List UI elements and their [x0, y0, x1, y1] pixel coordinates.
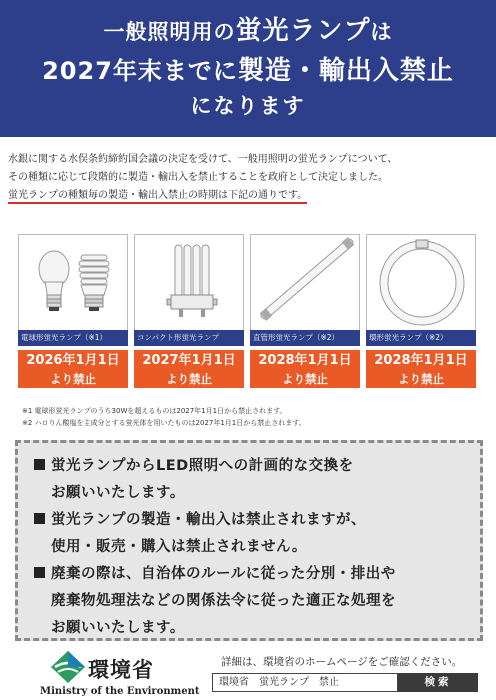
intro-paragraph-1: 水銀に関する水俣条約締約国会議の決定を受けて、一般用照明の蛍光ランプについて、	[8, 154, 398, 165]
title-line-2	[0, 58, 496, 84]
ministry-mark-icon	[50, 650, 86, 684]
search-keywords: 環境省 蛍光ランプ 禁止	[212, 673, 398, 692]
title-line-2-emphasis: 製造・輸出入禁止	[237, 56, 454, 86]
square-bullet-icon	[34, 513, 45, 524]
lamp-caption: 直管形蛍光ランプ（※2）	[250, 330, 360, 346]
notice-item-1	[34, 453, 354, 507]
footnote-1: ※1 電球形蛍光ランプのうち30Wを超えるものは2027年1月1日から禁止されます。	[22, 407, 287, 415]
search-button: 検索	[398, 673, 478, 692]
ban-date: 2028年1月1日	[258, 353, 352, 368]
notice-box	[15, 440, 483, 641]
ban-status: より禁止	[50, 372, 96, 386]
notice-item-3-line-3: お願いいたします。	[51, 620, 185, 636]
ban-date-banner	[250, 350, 360, 388]
title-line-1-emphasis: 蛍光ランプ	[235, 16, 371, 46]
notice-item-1-line-2: お願いいたします。	[51, 485, 185, 501]
ban-date-banner	[18, 350, 128, 388]
lamp-caption: 電球形蛍光ランプ（※1）	[18, 330, 128, 346]
ban-date-banner	[134, 350, 244, 388]
notice-item-2	[34, 507, 366, 561]
ban-status: より禁止	[282, 372, 328, 386]
notice-item-3-line-2: 廃棄物処理法などの関係法令に従った適正な処理を	[51, 593, 396, 609]
intro-paragraph-3	[8, 187, 490, 205]
ban-date: 2026年1月1日	[26, 353, 120, 368]
title-line-1	[0, 18, 496, 44]
bulb-lamp-icon	[18, 234, 128, 330]
details-text: 詳細は、環境省のホームページをご確認ください。	[221, 656, 463, 668]
ministry-logo	[40, 648, 200, 698]
ban-status: より禁止	[166, 372, 212, 386]
circular-lamp-icon	[366, 234, 476, 330]
title-banner	[0, 0, 496, 137]
intro-text	[8, 151, 490, 205]
lamp-card-circular	[366, 234, 476, 388]
lamp-caption: 環形蛍光ランプ（※2）	[366, 330, 476, 346]
lamp-cards	[18, 234, 478, 394]
ministry-name-en: Ministry of the Environment	[40, 686, 200, 697]
ban-date: 2028年1月1日	[374, 353, 468, 368]
title-line-1-suffix: は	[370, 20, 393, 44]
square-bullet-icon	[34, 567, 45, 578]
title-line-1-prefix: 一般照明用の	[103, 20, 236, 44]
search-bar	[212, 673, 478, 692]
ban-date: 2027年1月1日	[142, 353, 236, 368]
title-line-2-prefix: 2027年末までに	[42, 57, 238, 85]
ban-date-banner	[366, 350, 476, 388]
lamp-card-straight	[250, 234, 360, 388]
title-line-3: になります	[190, 94, 306, 118]
straight-tube-lamp-icon	[250, 234, 360, 330]
compact-lamp-icon	[134, 234, 244, 330]
notice-item-2-line-1: 蛍光ランプの製造・輸出入は禁止されますが、	[51, 512, 366, 528]
ministry-name: 環境省	[88, 658, 154, 682]
notice-item-3-line-1: 廃棄の際は、自治体のルールに従った分別・排出や	[51, 566, 396, 582]
intro-underlined-text: 蛍光ランプの種類毎の製造・輸出入禁止の時期は下記の通りです。	[8, 190, 307, 204]
footnotes	[22, 405, 306, 429]
lamp-card-compact	[134, 234, 244, 388]
notice-item-2-line-2: 使用・販売・購入は禁止されません。	[51, 539, 307, 555]
lamp-caption: コンパクト形蛍光ランプ	[134, 330, 244, 346]
intro-paragraph-2: その種類に応じて段階的に製造・輸出入を禁止することを政府として決定しました。	[8, 172, 388, 183]
notice-item-3	[34, 561, 396, 642]
square-bullet-icon	[34, 459, 45, 470]
notice-item-1-line-1: 蛍光ランプからLED照明への計画的な交換を	[51, 458, 354, 474]
ban-status: より禁止	[398, 372, 444, 386]
lamp-card-bulb	[18, 234, 128, 388]
footnote-2: ※2 ハロりん酸塩を主成分とする蛍光体を用いたものは2027年1月1日から禁止されます。	[22, 419, 306, 427]
